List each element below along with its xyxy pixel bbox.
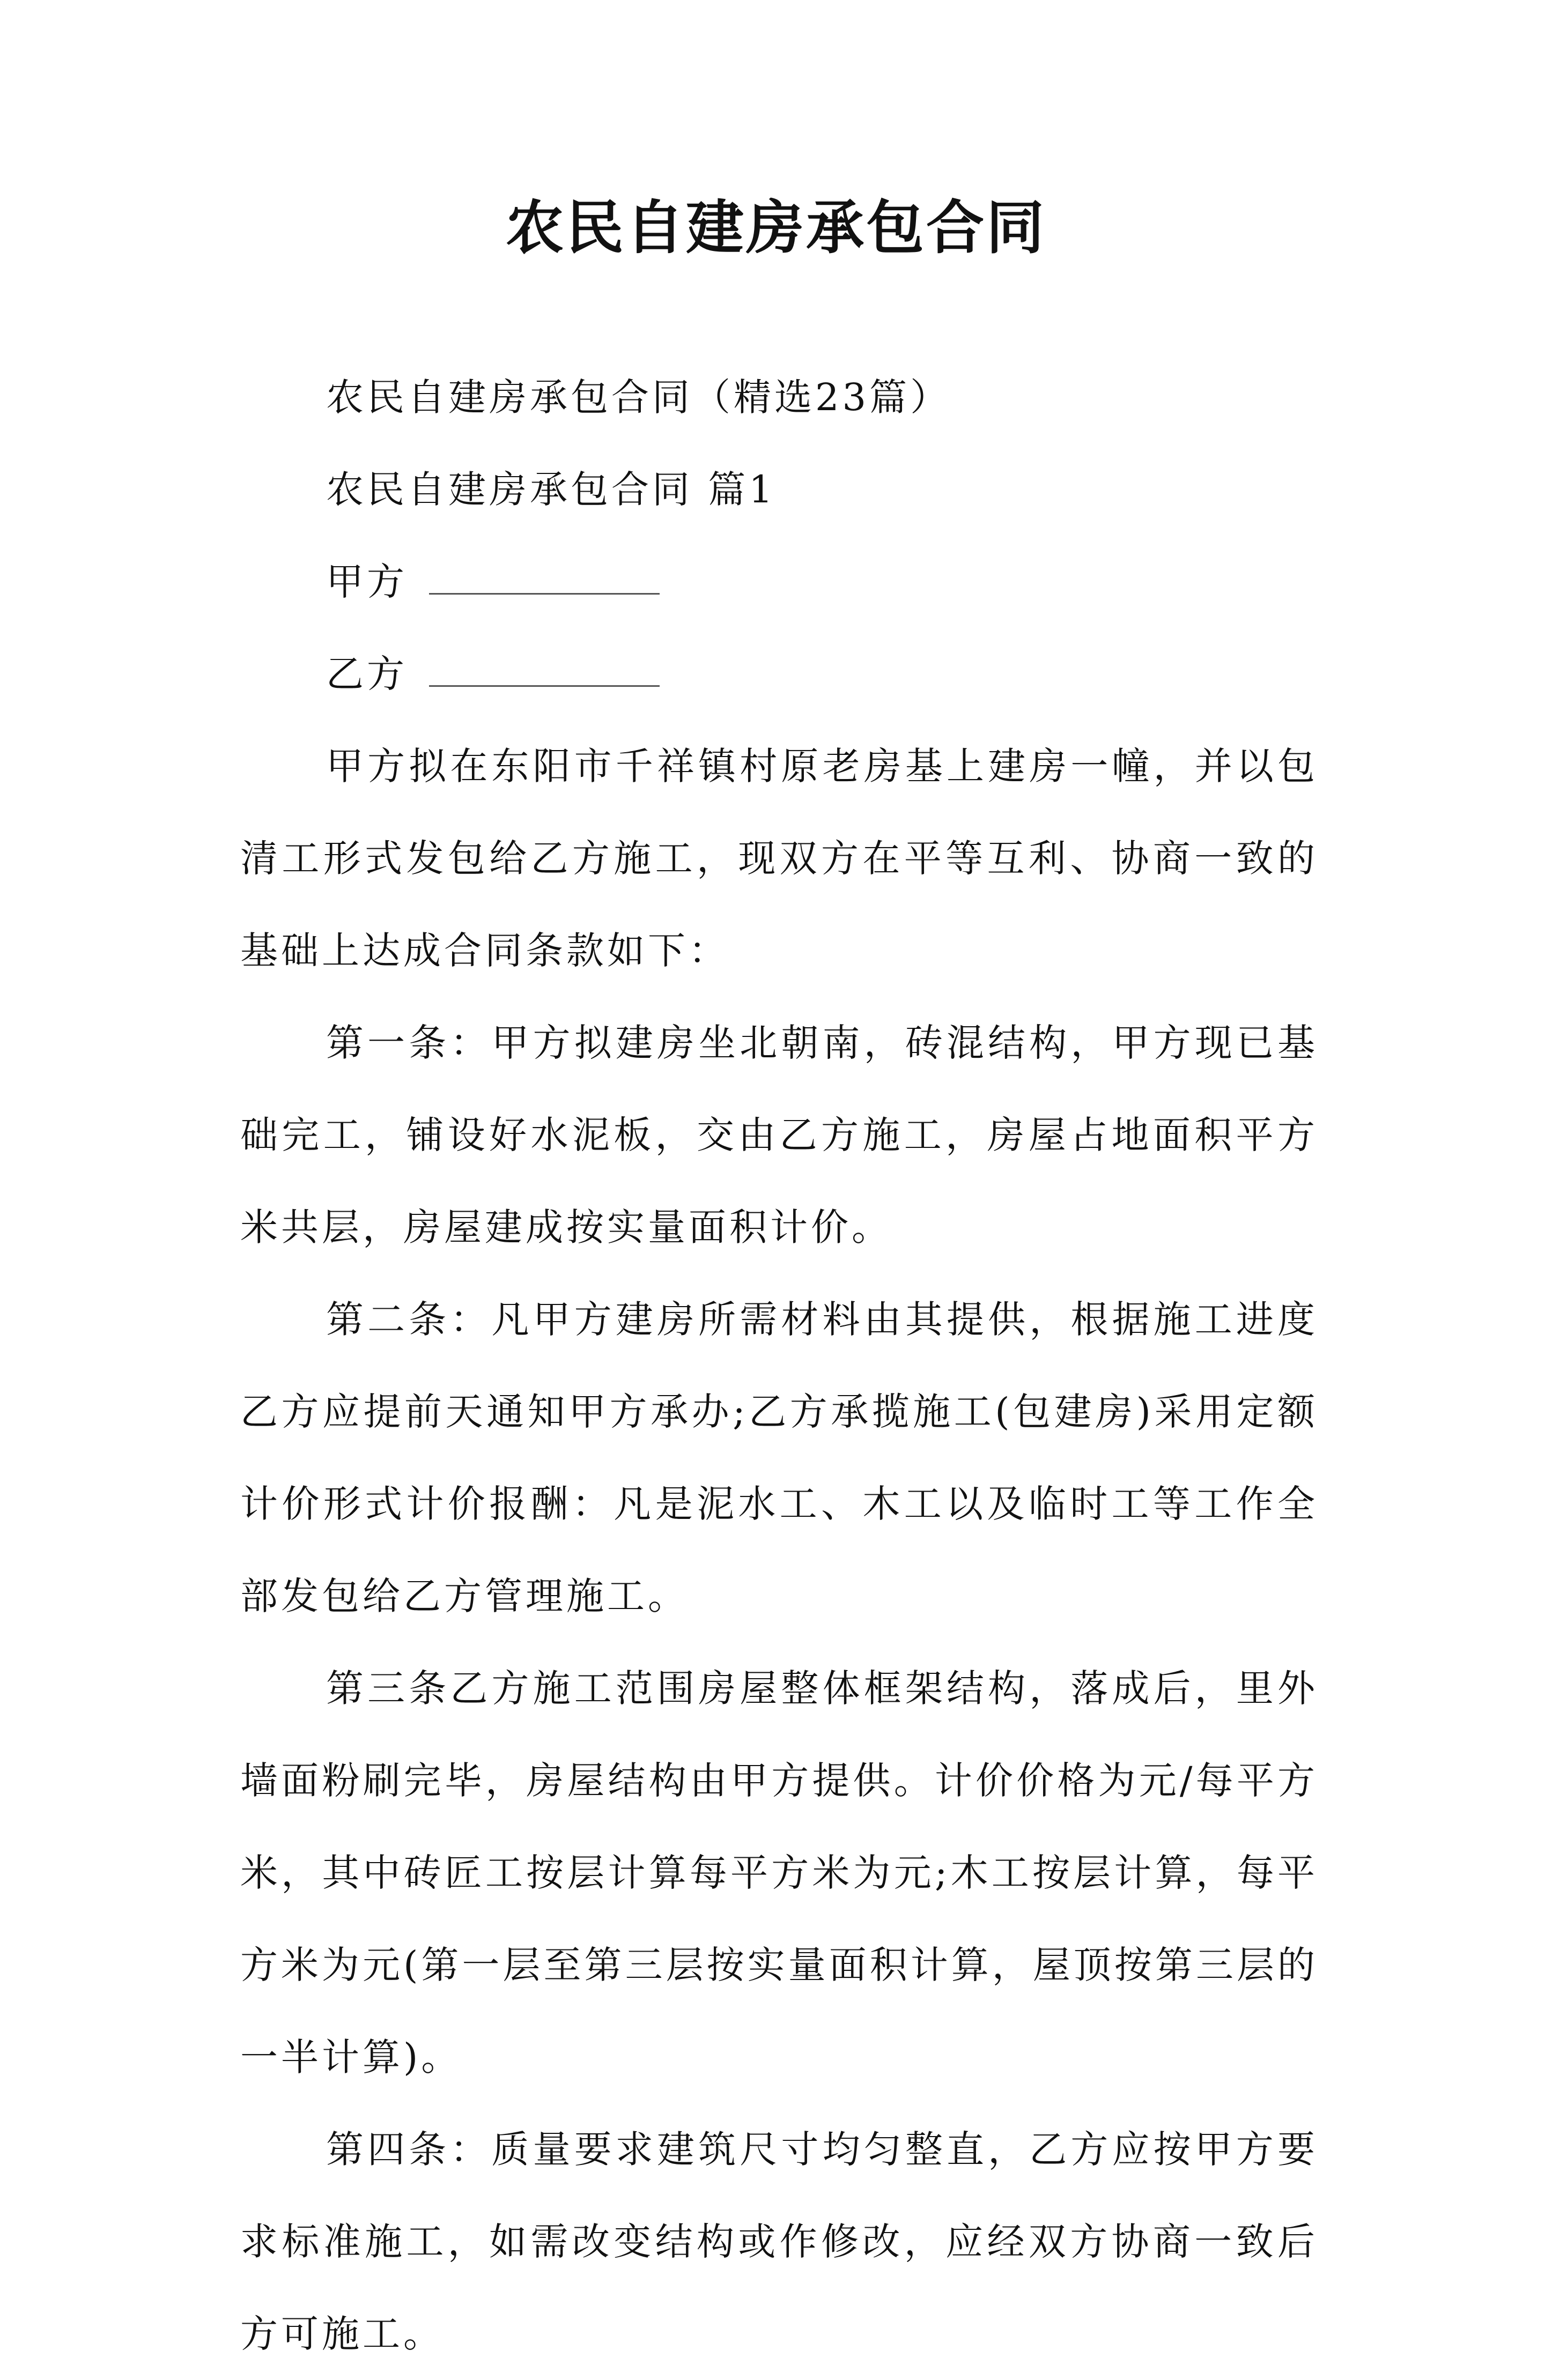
party-b-line [240, 628, 1318, 720]
party-a-label: 甲方 [326, 560, 408, 604]
party-a-blank [429, 561, 660, 595]
paragraph-article-3: 第三条乙方施工范围房屋整体框架结构，落成后，里外墙面粉刷完毕，房屋结构由甲方提供。计价价格为元/每平方米，其中砖匠工按层计算每平方米为元;木工按层计算，每平方米为元(第一层至第三层按实量面积计算，屋顶按第三层的一半计算)。 [240, 1666, 1318, 2079]
paragraph-article-1: 第一条：甲方拟建房坐北朝南，砖混结构，甲方现已基础完工，铺设好水泥板，交由乙方施工，房屋占地面积平方米共层，房屋建成按实量面积计价。 [240, 1021, 1318, 1249]
party-b-label: 乙方 [326, 652, 408, 696]
party-a-line [240, 536, 1318, 628]
section-heading: 农民自建房承包合同 篇1 [326, 468, 776, 511]
paragraph-article-4: 第四条：质量要求建筑尺寸均匀整直，乙方应按甲方要求标准施工，如需改变结构或作修改，应经双方协商一致后方可施工。 [240, 2127, 1318, 2356]
paragraph-article-2: 第二条：凡甲方建房所需材料由其提供，根据施工进度乙方应提前天通知甲方承办;乙方承揽施工(包建房)采用定额计价形式计价报酬：凡是泥水工、木工以及临时工等工作全部发包给乙方管理施工。 [240, 1297, 1318, 1618]
document-title: 农民自建房承包合同 [505, 194, 1046, 262]
paragraph-intro: 甲方拟在东阳市千祥镇村原老房基上建房一幢，并以包清工形式发包给乙方施工，现双方在平等互利、协商一致的基础上达成合同条款如下： [240, 744, 1318, 973]
party-b-blank [429, 653, 660, 687]
document-subtitle: 农民自建房承包合同（精选23篇） [326, 375, 951, 419]
document-body [240, 351, 1318, 2380]
